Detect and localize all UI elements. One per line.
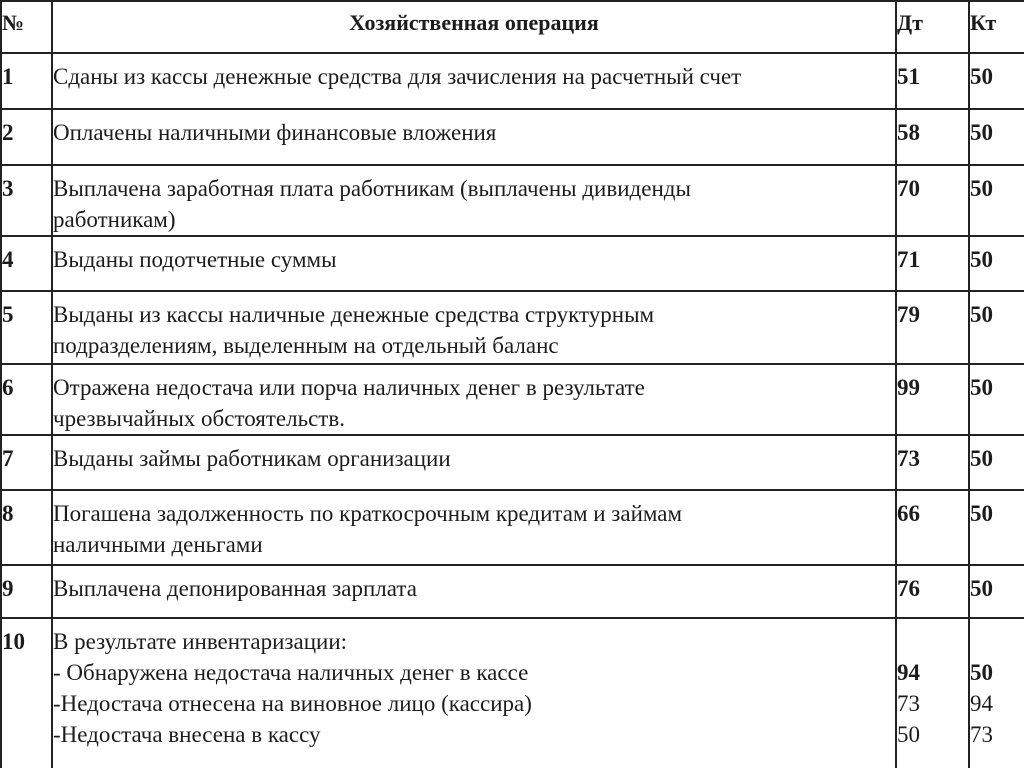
table-row [1, 435, 1024, 490]
row-num: 2 [1, 109, 52, 165]
row-debit: 58 [896, 109, 969, 165]
table-header-row [1, 1, 1024, 53]
table-row [1, 236, 1024, 291]
header-credit: Кт [969, 1, 1024, 53]
row-credit: 50 [969, 53, 1024, 109]
table-row [1, 291, 1024, 364]
row-credit: 50 [969, 490, 1024, 565]
row-credit: 50 [969, 236, 1024, 291]
row-credit: 50 [970, 660, 993, 685]
row-num: 10 [1, 618, 52, 768]
row-operation: Выплачена заработная плата работникам (выплачены дивиденды работникам) [52, 165, 896, 236]
spacer [897, 626, 968, 657]
row-operation: Отражена недостача или порча наличных денег в результате чрезвычайных обстоятельств. [52, 364, 896, 435]
row-credit: 50 [969, 364, 1024, 435]
row-num: 9 [1, 565, 52, 618]
row-num: 3 [1, 165, 52, 236]
header-operation: Хозяйственная операция [52, 1, 896, 53]
header-num: № [1, 1, 52, 53]
row-credit-group [969, 618, 1024, 768]
row-operation: Выданы займы работникам организации [52, 435, 896, 490]
spacer [970, 626, 1024, 657]
row-operation: Погашена задолженность по краткосрочным кредитам и займам наличными деньгами [52, 490, 896, 565]
row-operation-line: - Обнаружена недостача наличных денег в кассе [53, 660, 529, 685]
row-operation: Сданы из кассы денежные средства для зачисления на расчетный счет [52, 53, 896, 109]
table-row [1, 53, 1024, 109]
row-operation-line: -Недостача отнесена на виновное лицо (кассира) [53, 691, 532, 716]
row-credit: 50 [969, 109, 1024, 165]
row-operation-intro: В результате инвентаризации: [53, 629, 348, 654]
table-row [1, 364, 1024, 435]
row-debit: 51 [896, 53, 969, 109]
row-credit: 50 [969, 565, 1024, 618]
row-debit: 79 [896, 291, 969, 364]
row-operation-group [52, 618, 896, 768]
row-credit: 50 [969, 435, 1024, 490]
row-num: 1 [1, 53, 52, 109]
row-credit: 50 [969, 165, 1024, 236]
table-row [1, 565, 1024, 618]
row-credit: 94 [970, 691, 993, 716]
row-credit: 50 [969, 291, 1024, 364]
row-debit: 50 [897, 722, 920, 747]
row-num: 4 [1, 236, 52, 291]
row-debit: 66 [896, 490, 969, 565]
row-debit: 71 [896, 236, 969, 291]
row-debit: 70 [896, 165, 969, 236]
row-num: 5 [1, 291, 52, 364]
table-row [1, 109, 1024, 165]
row-num: 7 [1, 435, 52, 490]
table-row [1, 165, 1024, 236]
row-operation: Оплачены наличными финансовые вложения [52, 109, 896, 165]
row-debit: 73 [897, 691, 920, 716]
row-operation-line: -Недостача внесена в кассу [53, 722, 321, 747]
row-operation: Выплачена депонированная зарплата [52, 565, 896, 618]
row-debit: 76 [896, 565, 969, 618]
row-debit: 99 [896, 364, 969, 435]
row-operation: Выданы подотчетные суммы [52, 236, 896, 291]
table-row [1, 618, 1024, 768]
row-num: 6 [1, 364, 52, 435]
table-row [1, 490, 1024, 565]
row-num: 8 [1, 490, 52, 565]
row-debit: 94 [897, 660, 920, 685]
row-debit-group [896, 618, 969, 768]
row-credit: 73 [970, 722, 993, 747]
row-debit: 73 [896, 435, 969, 490]
row-operation: Выданы из кассы наличные денежные средства структурным подразделениям, выделенным на отдельный баланс [52, 291, 896, 364]
header-debit: Дт [896, 1, 969, 53]
